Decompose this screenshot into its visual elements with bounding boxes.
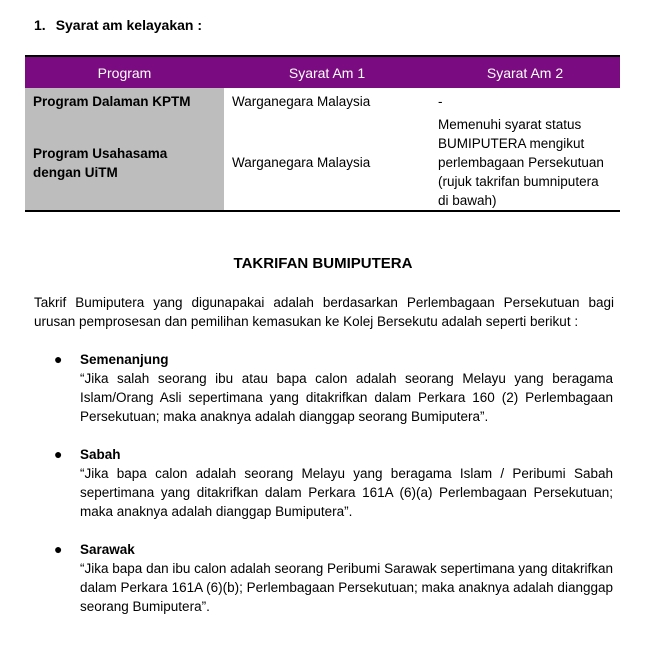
section-text: “Jika bapa calon adalah seorang Melayu yang beragama Islam / Peribumi Sabah sepertimana yang ditakrifkan dalam Perkara 161A (6)(a) Perlembagaan Persekutuan; maka anaknya adalah dianggap Bumiputera”.	[80, 466, 613, 519]
heading-number: 1.	[34, 17, 46, 33]
heading-text: Syarat am kelayakan :	[55, 17, 203, 33]
cell-syarat2: Memenuhi syarat status BUMIPUTERA mengikut perlembagaan Persekutuan (rujuk takrifan bumniputera di bawah)	[438, 117, 604, 208]
bullet-icon: ●	[54, 446, 63, 462]
requirements-table	[25, 55, 620, 212]
intro-paragraph: Takrif Bumiputera yang digunapakai adalah berdasarkan Perlembagaan Persekutuan bagi urusan pemprosesan dan pemilihan kemasukan ke Kolej Bersekutu adalah seperti berikut :	[34, 295, 614, 329]
col-header-syarat2: Syarat Am 2	[430, 56, 620, 88]
section-semenanjung	[54, 350, 613, 426]
col-header-syarat1: Syarat Am 1	[224, 56, 430, 88]
table-row	[25, 115, 620, 211]
section-text: “Jika salah seorang ibu atau bapa calon adalah seorang Melayu yang beragama Islam/Orang Asli sepertimana yang ditakrifkan dalam Perkara 160 (2) Perlembagaan Persekutuan; maka anaknya adalah dianggap seorang Bumiputera”.	[80, 371, 613, 424]
cell-program: Program Dalaman KPTM	[25, 88, 224, 115]
section-name: Semenanjung	[80, 352, 169, 367]
section-heading	[34, 17, 202, 33]
section-name: Sabah	[80, 447, 121, 462]
cell-syarat1: Warganegara Malaysia	[232, 155, 371, 170]
cell-program: Program Usahasama dengan UiTM	[25, 115, 224, 211]
section-sarawak	[54, 540, 613, 616]
page-title: TAKRIFAN BUMIPUTERA	[233, 255, 413, 272]
cell-syarat1: Warganegara Malaysia	[232, 94, 371, 109]
section-name: Sarawak	[80, 542, 135, 557]
bullet-icon: ●	[54, 351, 63, 367]
col-header-program: Program	[25, 56, 224, 88]
table-row	[25, 88, 620, 115]
table-header-row	[25, 56, 620, 88]
bullet-icon: ●	[54, 541, 63, 557]
section-sabah	[54, 445, 613, 521]
cell-syarat2: -	[438, 94, 443, 109]
section-text: “Jika bapa dan ibu calon adalah seorang Peribumi Sarawak sepertimana yang ditakrifkan dalam Perkara 161A (6)(b); Perlembagaan Persekutuan; maka anaknya adalah dianggap seorang Bumiputera”.	[80, 561, 613, 614]
